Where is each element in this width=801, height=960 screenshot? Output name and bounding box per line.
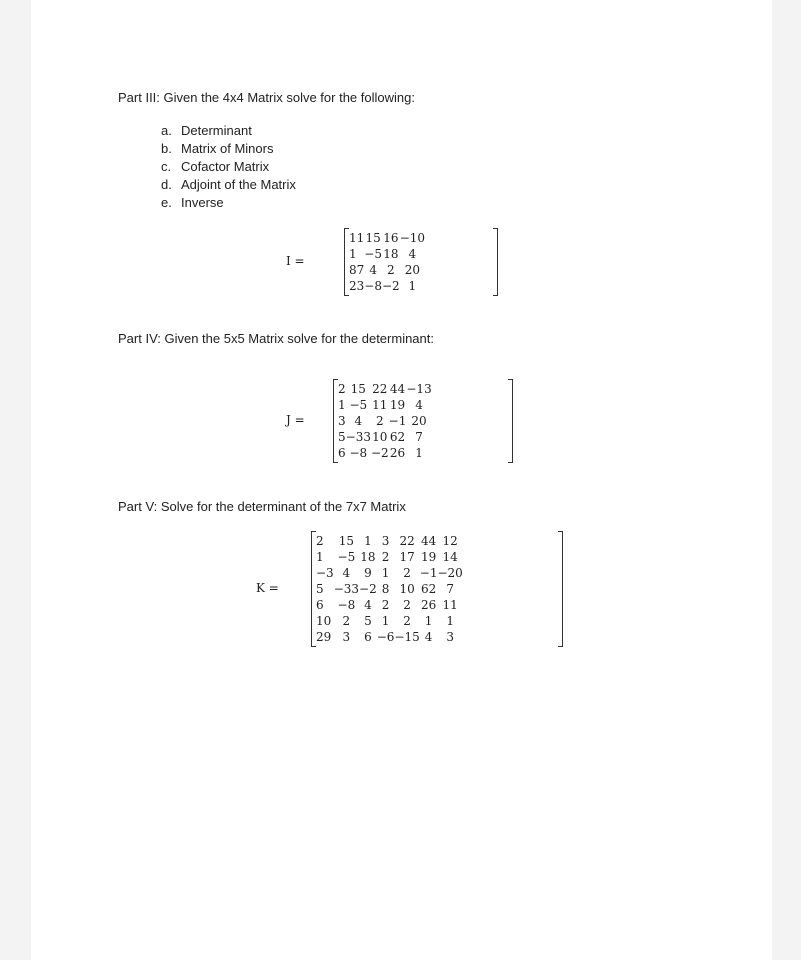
matrix-row bbox=[315, 613, 463, 629]
matrix-cell: 1 bbox=[446, 614, 454, 628]
task-list-item bbox=[161, 158, 296, 176]
matrix-cell: 1 bbox=[424, 614, 433, 628]
matrix-cell: −2 bbox=[359, 582, 377, 596]
matrix-cell: −8 bbox=[337, 598, 356, 612]
matrix-row bbox=[348, 262, 425, 278]
task-letter: c. bbox=[161, 159, 172, 174]
matrix-row bbox=[315, 629, 463, 645]
matrix-row bbox=[348, 246, 425, 262]
matrix-grid bbox=[348, 230, 425, 294]
part4-heading: Part IV: Given the 5x5 Matrix solve for the determinant: bbox=[118, 331, 434, 346]
task-letter: a. bbox=[161, 123, 172, 138]
matrix-cell: 5 bbox=[364, 614, 372, 628]
matrix-cell: 15 bbox=[338, 534, 354, 548]
matrix-row bbox=[315, 565, 463, 581]
matrix-cell: −5 bbox=[349, 398, 368, 412]
matrix-cell: 87 bbox=[349, 263, 365, 277]
matrix-cell: 3 bbox=[338, 414, 346, 428]
task-list-item bbox=[161, 122, 296, 140]
matrix-row bbox=[315, 597, 463, 613]
matrix-cell: −5 bbox=[337, 550, 356, 564]
matrix-cell: 7 bbox=[415, 430, 423, 444]
matrix-grid bbox=[315, 533, 463, 645]
matrix-cell: 3 bbox=[342, 630, 351, 644]
matrix-cell: 14 bbox=[442, 550, 458, 564]
matrix-label: I = bbox=[286, 254, 305, 268]
matrix-cell: 18 bbox=[383, 247, 399, 261]
matrix-cell: 1 bbox=[381, 614, 390, 628]
task-text: Inverse bbox=[181, 195, 224, 210]
matrix-cell: 2 bbox=[381, 550, 390, 564]
matrix-row bbox=[337, 397, 432, 413]
matrix-cell: 2 bbox=[342, 614, 351, 628]
task-text: Determinant bbox=[181, 123, 252, 138]
matrix-row bbox=[348, 278, 425, 294]
matrix-cell: 29 bbox=[316, 630, 332, 644]
matrix-cell: 6 bbox=[338, 446, 346, 460]
task-letter: d. bbox=[161, 177, 172, 192]
matrix-cell: 4 bbox=[424, 630, 433, 644]
task-list-item bbox=[161, 194, 296, 212]
matrix-cell: 4 bbox=[364, 598, 372, 612]
matrix-cell: −33 bbox=[333, 582, 360, 596]
matrix-cell: 7 bbox=[446, 582, 454, 596]
matrix-cell: 11 bbox=[372, 398, 388, 412]
matrix-grid bbox=[337, 381, 432, 461]
matrix-cell: 20 bbox=[404, 263, 420, 277]
matrix-cell: 20 bbox=[411, 414, 427, 428]
matrix-cell: 10 bbox=[399, 582, 415, 596]
matrix-cell: −33 bbox=[345, 430, 371, 444]
matrix-cell: 2 bbox=[338, 382, 346, 396]
task-text: Adjoint of the Matrix bbox=[181, 177, 296, 192]
matrix-cell: −20 bbox=[437, 566, 463, 580]
matrix-cell: 5 bbox=[338, 430, 346, 444]
matrix-cell: 2 bbox=[403, 566, 411, 580]
matrix-cell: −2 bbox=[381, 279, 400, 293]
matrix-cell: 11 bbox=[442, 598, 458, 612]
part3-task-list bbox=[161, 122, 296, 212]
matrix-cell: 26 bbox=[389, 446, 406, 460]
matrix-cell: 18 bbox=[360, 550, 376, 564]
matrix-cell: 2 bbox=[403, 598, 411, 612]
right-bracket bbox=[493, 228, 498, 296]
matrix-cell: 3 bbox=[446, 630, 454, 644]
matrix-cell: 26 bbox=[420, 598, 437, 612]
matrix-cell: 19 bbox=[389, 398, 406, 412]
matrix-cell: 2 bbox=[381, 598, 390, 612]
matrix-cell: −5 bbox=[364, 247, 382, 261]
matrix-row bbox=[337, 413, 432, 429]
matrix-cell: 1 bbox=[415, 446, 423, 460]
matrix-cell: 1 bbox=[316, 550, 324, 564]
matrix-cell: 44 bbox=[389, 382, 406, 396]
matrix-cell: 22 bbox=[372, 382, 388, 396]
matrix-cell: −1 bbox=[388, 414, 407, 428]
task-list-item bbox=[161, 140, 296, 158]
matrix-cell: 4 bbox=[354, 414, 363, 428]
matrix-cell: −8 bbox=[364, 279, 382, 293]
matrix-cell: 1 bbox=[408, 279, 417, 293]
part3-heading: Part III: Given the 4x4 Matrix solve for the following: bbox=[118, 90, 415, 105]
matrix-row bbox=[337, 381, 432, 397]
matrix-cell: 1 bbox=[381, 566, 390, 580]
matrix-row bbox=[315, 533, 463, 549]
matrix-cell: 17 bbox=[399, 550, 415, 564]
matrix-cell: 44 bbox=[420, 534, 437, 548]
matrix-cell: 10 bbox=[372, 430, 388, 444]
matrix-row bbox=[348, 230, 425, 246]
matrix-cell: 9 bbox=[364, 566, 372, 580]
matrix-cell: 3 bbox=[381, 534, 390, 548]
matrix-cell: −3 bbox=[316, 566, 334, 580]
matrix-cell: 4 bbox=[342, 566, 351, 580]
right-bracket bbox=[508, 379, 513, 463]
task-text: Matrix of Minors bbox=[181, 141, 274, 156]
matrix-cell: 15 bbox=[365, 231, 381, 245]
matrix-cell: 4 bbox=[415, 398, 423, 412]
matrix-cell: 5 bbox=[316, 582, 324, 596]
matrix-cell: 62 bbox=[389, 430, 406, 444]
matrix-label: J = bbox=[286, 413, 305, 427]
matrix-cell: 2 bbox=[316, 534, 324, 548]
document-page bbox=[31, 0, 772, 960]
matrix-row bbox=[337, 445, 432, 461]
matrix-cell: 4 bbox=[408, 247, 417, 261]
part5-heading: Part V: Solve for the determinant of the 7x7 Matrix bbox=[118, 499, 406, 514]
matrix-cell: −10 bbox=[399, 231, 426, 245]
matrix-cell: −6 bbox=[376, 630, 395, 644]
matrix-row bbox=[315, 581, 463, 597]
matrix-cell: 1 bbox=[338, 398, 346, 412]
matrix-cell: 8 bbox=[381, 582, 390, 596]
task-text: Cofactor Matrix bbox=[181, 159, 270, 174]
right-bracket bbox=[558, 531, 563, 647]
matrix-cell: 10 bbox=[316, 614, 332, 628]
matrix-cell: 2 bbox=[376, 414, 384, 428]
matrix-cell: 22 bbox=[399, 534, 415, 548]
matrix-cell: 15 bbox=[350, 382, 366, 396]
matrix-cell: 23 bbox=[349, 279, 365, 293]
matrix-cell: 11 bbox=[349, 231, 365, 245]
matrix-cell: 6 bbox=[316, 598, 324, 612]
matrix-cell: 19 bbox=[420, 550, 437, 564]
matrix-cell: 1 bbox=[349, 247, 357, 261]
matrix-cell: 62 bbox=[420, 582, 437, 596]
matrix-label: K = bbox=[256, 581, 279, 595]
matrix-cell: −13 bbox=[406, 382, 432, 396]
matrix-cell: −1 bbox=[419, 566, 438, 580]
matrix-cell: 12 bbox=[442, 534, 458, 548]
matrix-cell: 16 bbox=[383, 231, 399, 245]
matrix-cell: 6 bbox=[364, 630, 372, 644]
matrix-cell: 1 bbox=[364, 534, 372, 548]
matrix-cell: 2 bbox=[403, 614, 411, 628]
task-list-item bbox=[161, 176, 296, 194]
task-letter: b. bbox=[161, 141, 172, 156]
task-letter: e. bbox=[161, 195, 172, 210]
matrix-cell: −2 bbox=[370, 446, 389, 460]
matrix-cell: −15 bbox=[394, 630, 420, 644]
matrix-row bbox=[315, 549, 463, 565]
matrix-cell: 4 bbox=[369, 263, 377, 277]
matrix-cell: −8 bbox=[349, 446, 368, 460]
matrix-row bbox=[337, 429, 432, 445]
matrix-cell: 2 bbox=[387, 263, 395, 277]
